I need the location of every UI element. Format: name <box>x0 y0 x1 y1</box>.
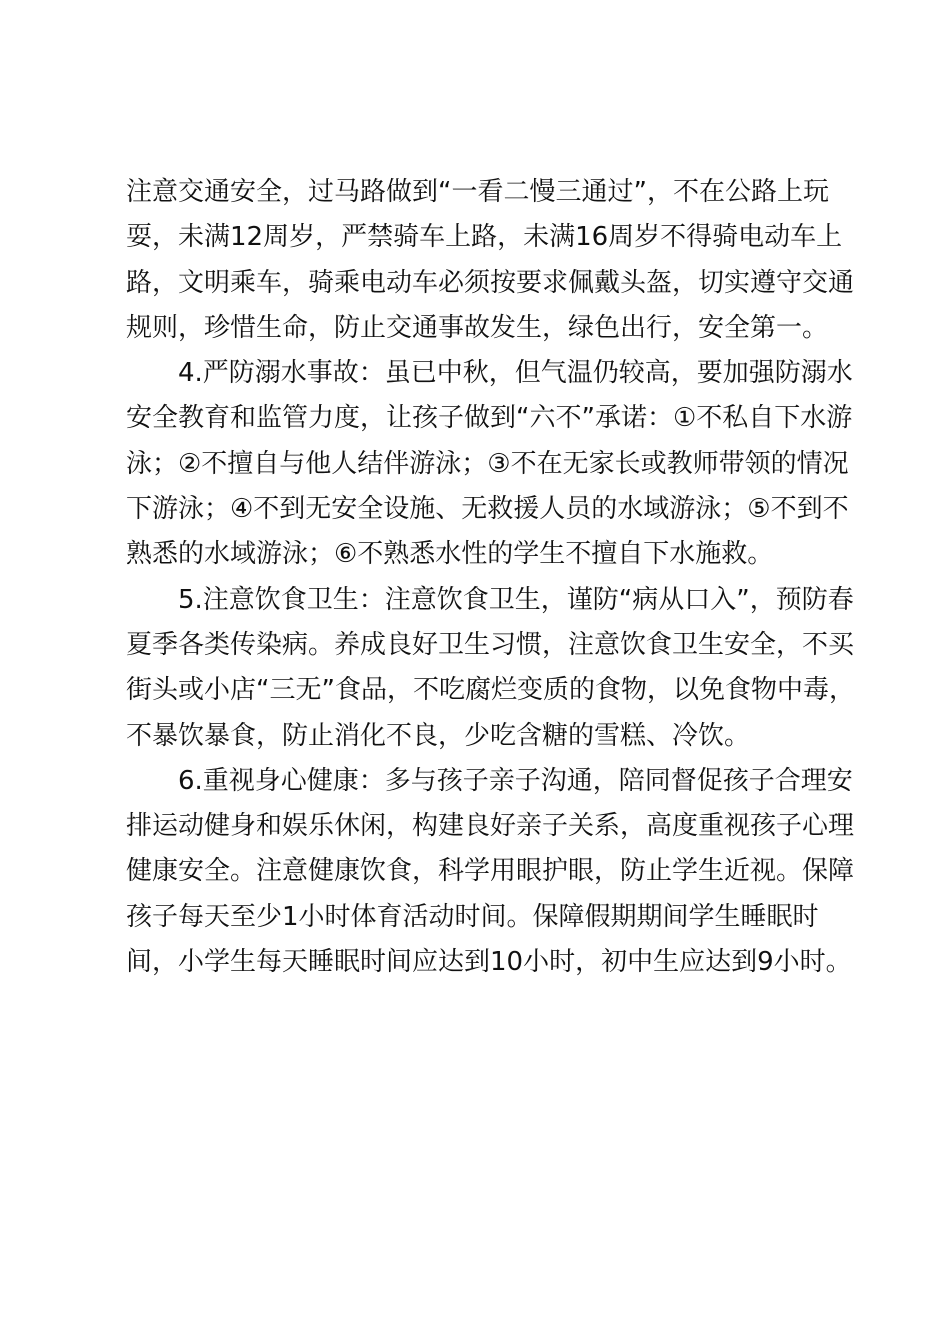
paragraph-drowning-prevention: 4.严防溺水事故：虽已中秋，但气温仍较高，要加强防溺水安全教育和监管力度，让孩子做到“六不”承诺：①不私自下水游泳；②不擅自与他人结伴游泳；③不在无家长或教师带领的情况下游泳；④不到无安全设施、无救援人员的水域游泳；⑤不到不熟悉的水域游泳；⑥不熟悉水性的学生不擅自下水施救。 <box>126 358 853 570</box>
paragraph-physical-mental-health: 6.重视身心健康：多与孩子亲子沟通，陪同督促孩子合理安排运动健身和娱乐休闲，构建良好亲子关系，高度重视孩子心理健康安全。注意健康饮食，科学用眼护眼，防止学生近视。保障孩子每天至少1小时体育活动时间。保障假期期间学生睡眠时间，小学生每天睡眠时间应达到10小时，初中生应达到9小时。 <box>126 765 855 978</box>
document-body <box>126 170 861 985</box>
paragraph-food-hygiene: 5.注意饮食卫生：注意饮食卫生，谨防“病从口入”，预防春夏季各类传染病。养成良好卫生习惯，注意饮食卫生安全，不买街头或小店“三无”食品，不吃腐烂变质的食物，以免食物中毒，不暴饮暴食，防止消化不良，少吃含糖的雪糕、冷饮。 <box>126 584 855 751</box>
paragraph-traffic-safety: 注意交通安全，过马路做到“一看二慢三通过”，不在公路上玩耍，未满12周岁，严禁骑车上路，未满16周岁不得骑电动车上路，文明乘车，骑乘电动车必须按要求佩戴头盔，切实遵守交通规则，珍惜生命，防止交通事故发生，绿色出行，安全第一。 <box>126 177 855 343</box>
